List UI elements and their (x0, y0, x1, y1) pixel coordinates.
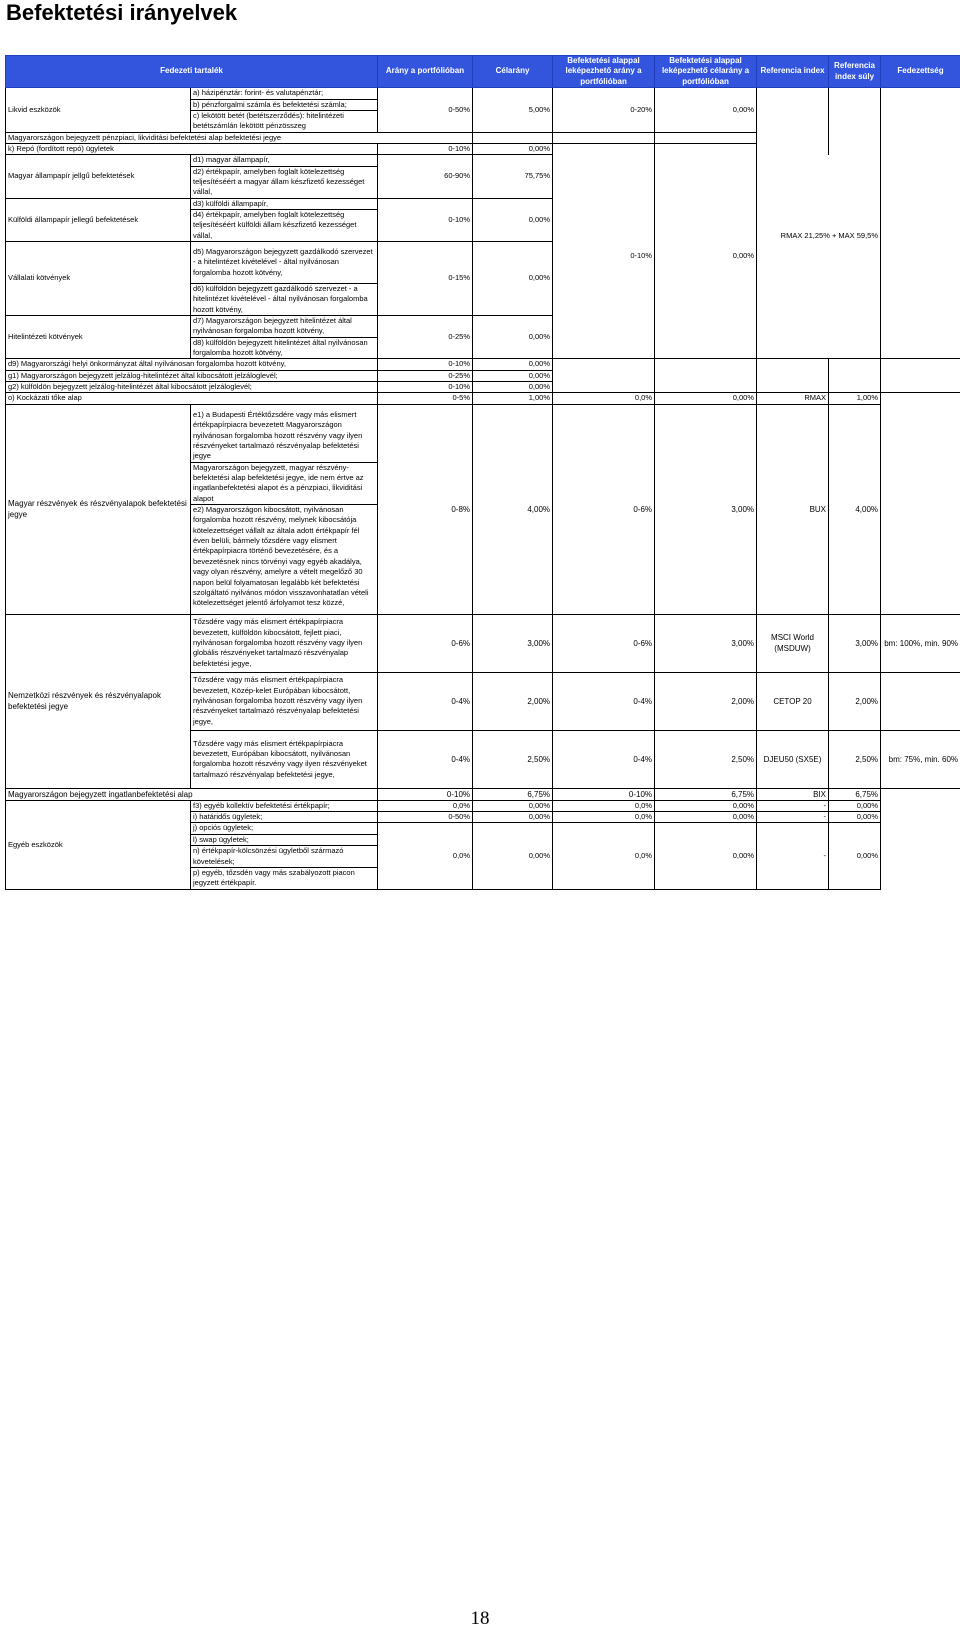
i-celarany: 0,00% (473, 812, 553, 823)
equity-e1: e1) a Budapesti Értéktőzsdére vagy más elismert értékpapírpiacra bevezetett Magyarországon nyilvánosan forgalomba hozott részvény vagy ilyen részvényeket tartalmazó részvényalap befektetési jegye (191, 410, 377, 463)
ingatlan-alap-arany: 0-10% (553, 788, 655, 800)
misc-celarany: 0,00% (473, 359, 553, 370)
table-row (6, 359, 960, 370)
bonds-alap-celarany: 0,00% (655, 155, 757, 359)
cetop-arany: 0-4% (378, 672, 473, 730)
eu-alap-celarany: 2,50% (655, 730, 757, 788)
vallalati-d5: d5) Magyarországon bejegyzett gazdálkodó szervezet - a hitelintézet kivételével - által nyilvánosan forgalomba hozott kötvény, (191, 241, 378, 283)
egyeb-l: l) swap ügyletek; (191, 834, 378, 845)
kockazati-ref-suly: 1,00% (829, 393, 881, 404)
cetop-ref-suly: 2,00% (829, 672, 881, 730)
eu-ref-suly: 2,50% (829, 730, 881, 788)
i-alap-celarany: 0,00% (655, 812, 757, 823)
likvid-celarany: 5,00% (473, 88, 553, 132)
header-fedezeti-tartalek: Fedezeti tartalék (6, 56, 378, 88)
repo-celarany: 0,00% (473, 143, 553, 154)
ingatlan-label: Magyarországon bejegyzett ingatlanbefektetési alap (6, 788, 378, 800)
header-ref-suly: Referencia index súly (829, 56, 881, 88)
i-ref-index: - (757, 812, 829, 823)
egyeb-j: j) opciós ügyletek; (191, 823, 378, 834)
misc-label: g1) Magyarországon bejegyzett jelzálog-hitelintézet által kibocsátott jelzáloglevél; (6, 370, 378, 381)
kulfoldi-celarany: 0,00% (473, 198, 553, 241)
global-ref-suly: 3,00% (829, 614, 881, 672)
magyar-reszveny-label: Magyar részvények és részvényalapok befektetési jegye (6, 404, 191, 614)
misc-label: g2) külföldön bejegyzett jelzálog-hitelintézet által kibocsátott jelzáloglevél; (6, 382, 378, 393)
eu-alap-arany: 0-4% (553, 730, 655, 788)
magyar-celarany: 4,00% (473, 404, 553, 614)
cetop-celarany: 2,00% (473, 672, 553, 730)
bonds-ref-index: RMAX 21,25% + MAX 59,5% (757, 155, 881, 359)
rest-arany: 0,0% (378, 823, 473, 889)
f3-arany: 0,0% (378, 800, 473, 811)
eu-fedezettseg: bm: 75%, min. 60% (881, 730, 960, 788)
egyeb-p: p) egyéb, tőzsdén vagy más szabályozott piacon jegyzett értékpapír. (191, 867, 378, 889)
rest-alap-celarany: 0,00% (655, 823, 757, 889)
kockazati-ref-index: RMAX (757, 393, 829, 404)
vallalati-celarany: 0,00% (473, 241, 553, 315)
rest-celarany: 0,00% (473, 823, 553, 889)
misc-celarany: 0,00% (473, 382, 553, 393)
nemzetkozi-reszveny-label: Nemzetközi részvények és részvényalapok befektetési jegye (6, 614, 191, 788)
hitelintezeti-arany: 0-25% (378, 316, 473, 359)
likvid-b: b) pénzforgalmi számla és befektetési számla; (191, 99, 378, 110)
kulfoldi-arany: 0-10% (378, 198, 473, 241)
equity-global: Tőzsdére vagy más elismert értékpapírpiacra bevezetett, külföldön kibocsátott, fejlett piaci, nyilvánosan forgalomba hozott részvény vagy ilyen globális részvényeket tartalmazó részvényalap befektetési jegye, (191, 614, 378, 672)
page-title: Befektetési irányelvek (6, 0, 238, 25)
misc-arany: 0-10% (378, 382, 473, 393)
bonds-fedezettseg (881, 155, 960, 359)
magyar-alap-celarany: 3,00% (655, 404, 757, 614)
repo-arany: 0-10% (378, 143, 473, 154)
magyar-ref-suly: 4,00% (829, 404, 881, 614)
i-alap-arany: 0,0% (553, 812, 655, 823)
magyar-arany: 0-8% (378, 404, 473, 614)
header-alap-arany: Befektetési alappal leképezhető arány a portfólióban (553, 56, 655, 88)
ingatlan-alap-celarany: 6,75% (655, 788, 757, 800)
header-arany: Arány a portfólióban (378, 56, 473, 88)
i-ref-suly: 0,00% (829, 812, 881, 823)
header-fedezettseg: Fedezettség (881, 56, 960, 88)
f3-celarany: 0,00% (473, 800, 553, 811)
hitelintezeti-d7: d7) Magyarországon bejegyzett hitelintézet által nyilvánosan forgalomba hozott kötvény, (191, 316, 378, 338)
table-row (6, 382, 960, 393)
equity-cetop: Tőzsdére vagy más elismert értékpapírpiacra bevezetett, Közép-kelet Európában kibocsátott, nyilvánosan forgalomba hozott részvény vagy ilyen részvényeket tartalmazó részvényalap befektetési jegye, (191, 672, 378, 730)
equity-eu: Tőzsdére vagy más elismert értékpapírpiacra bevezetett, Európában kibocsátott, nyilvánosan forgalomba hozott részvény vagy ilyen részvényeket tartalmazó részvényalap befektetési jegye, (191, 730, 378, 788)
header-alap-celarany: Befektetési alappal leképezhető célarány a portfólióban (655, 56, 757, 88)
rest-ref-index: - (757, 823, 829, 889)
misc-celarany: 0,00% (473, 370, 553, 381)
magyar-ref-index: BUX (757, 404, 829, 614)
egyeb-i: i) határidős ügyletek; (191, 812, 378, 823)
kulfoldi-d4: d4) értékpapír, amelyben foglalt kötelezettség teljesítéséért külföldi állam készfizető kezességet vállal, (191, 209, 378, 241)
rest-alap-arany: 0,0% (553, 823, 655, 889)
magyar-alap-arany: 0-6% (553, 404, 655, 614)
egyeb-f3: f3) egyéb kollektív befektetési értékpapír; (191, 800, 378, 811)
equity-e2: e2) Magyarországon kibocsátott, nyilvánosan forgalomba hozott részvény, melynek kibocsátója kötelezettséget vállalt az általa adott értékpapír fél éven belüli, bármely tőzsdére vagy elismert értékpapírpiacra történő bevezetésére, és a bevezetésnek nincs törvényi vagy egyéb akadálya, vagy olyan részvény, amelyre a vételt megelőző 30 napon belül folyamatosan legalább két befektetési szolgáltató nyilvános módon visszavonhatatlan vételi kötelezettséget jelentő árfolyamot tesz közzé, (193, 505, 369, 608)
global-fedezettseg: bm: 100%, min. 90% (881, 614, 960, 672)
likvid-fedezettseg (881, 88, 960, 132)
kulfoldi-d3: d3) külföldi állampapír, (191, 198, 378, 209)
investment-policy-table (5, 55, 960, 890)
hitelintezeti-d8: d8) külföldön bejegyzett hitelintézet által nyilvánosan forgalomba hozott kötvény, (191, 337, 378, 359)
i-arany: 0-50% (378, 812, 473, 823)
cetop-alap-celarany: 2,00% (655, 672, 757, 730)
f3-alap-arany: 0,0% (553, 800, 655, 811)
likvid-c: c) lekötött betét (betétszerződés): hitelintézeti betétszámlán lekötött pénzösszeg (191, 110, 378, 132)
likvid-arany: 0-50% (378, 88, 473, 132)
kockazati-celarany: 1,00% (473, 393, 553, 404)
eu-arany: 0-4% (378, 730, 473, 788)
likvid-ref-index (757, 88, 829, 132)
f3-ref-suly: 0,00% (829, 800, 881, 811)
cetop-alap-arany: 0-4% (553, 672, 655, 730)
header-ref-index: Referencia index (757, 56, 829, 88)
ingatlan-arany: 0-10% (378, 788, 473, 800)
likvid-ref-suly (829, 88, 881, 132)
ingatlan-ref-suly: 6,75% (829, 788, 881, 800)
f3-ref-index: - (757, 800, 829, 811)
misc-arany: 0-10% (378, 359, 473, 370)
hitelintezeti-label: Hitelintézeti kötvények (6, 316, 191, 359)
kockazati-label: o) Kockázati tőke alap (6, 393, 378, 404)
allampapir-label: Magyar állampapír jellgű befektetések (6, 155, 191, 198)
rest-ref-suly: 0,00% (829, 823, 881, 889)
repo-label: k) Repó (fordított repó) ügyletek (6, 143, 378, 154)
likvid-a: a) házipénztár: forint- és valutapénztár; (191, 88, 378, 99)
kockazati-alap-arany: 0,0% (553, 393, 655, 404)
global-arany: 0-6% (378, 614, 473, 672)
hitelintezeti-celarany: 0,00% (473, 316, 553, 359)
allampapir-celarany: 75,75% (473, 155, 553, 198)
likviditasi-alap-label: Magyarországon bejegyzett pénzpiaci, likviditási befektetési alap befektetési jegye (6, 132, 378, 143)
egyeb-n: n) értékpapír-kölcsönzési ügyletből származó követelések; (191, 846, 378, 868)
table-row (6, 370, 960, 381)
eu-celarany: 2,50% (473, 730, 553, 788)
header-celarany: Célarány (473, 56, 553, 88)
misc-label: d9) Magyarországi helyi önkormányzat által nyilvánosan forgalomba hozott kötvény, (6, 359, 378, 370)
misc-arany: 0-25% (378, 370, 473, 381)
vallalati-arany: 0-15% (378, 241, 473, 315)
likvid-label: Likvid eszközök (6, 88, 191, 132)
f3-alap-celarany: 0,00% (655, 800, 757, 811)
global-alap-celarany: 3,00% (655, 614, 757, 672)
kulfoldi-label: Külföldi állampapír jellegű befektetések (6, 198, 191, 241)
global-ref-index: MSCI World (MSDUW) (757, 614, 829, 672)
vallalati-label: Vállalati kötvények (6, 241, 191, 315)
likvid-alap-celarany: 0,00% (655, 88, 757, 132)
ingatlan-celarany: 6,75% (473, 788, 553, 800)
eu-ref-index: DJEU50 (SX5E) (757, 730, 829, 788)
global-alap-arany: 0-6% (553, 614, 655, 672)
allampapir-arany: 60-90% (378, 155, 473, 198)
equity-mid: Magyarországon bejegyzett, magyar részvény-befektetési alap befektetési jegye, ide nem értve az ingatlanbefektetési alapot és a pénzpiaci, likviditási alapot (191, 463, 377, 505)
cetop-ref-index: CETOP 20 (757, 672, 829, 730)
ingatlan-ref-index: BIX (757, 788, 829, 800)
page-number: 18 (470, 1608, 490, 1629)
bonds-alap-arany: 0-10% (553, 155, 655, 359)
vallalati-d6: d6) külföldön bejegyzett gazdálkodó szervezet - a hitelintézet kivételével - által nyilvánosan forgalomba hozott kötvény, (191, 283, 378, 315)
allampapir-d2: d2) értékpapír, amelyben foglalt kötelezettség teljesítéséért a magyar állam készfizető kezességet vállal, (191, 166, 378, 198)
likvid-alap-arany: 0-20% (553, 88, 655, 132)
kockazati-arany: 0-5% (378, 393, 473, 404)
allampapir-d1: d1) magyar állampapír, (191, 155, 378, 166)
egyeb-label: Egyéb eszközök (6, 800, 191, 889)
global-celarany: 3,00% (473, 614, 553, 672)
kockazati-alap-celarany: 0,00% (655, 393, 757, 404)
